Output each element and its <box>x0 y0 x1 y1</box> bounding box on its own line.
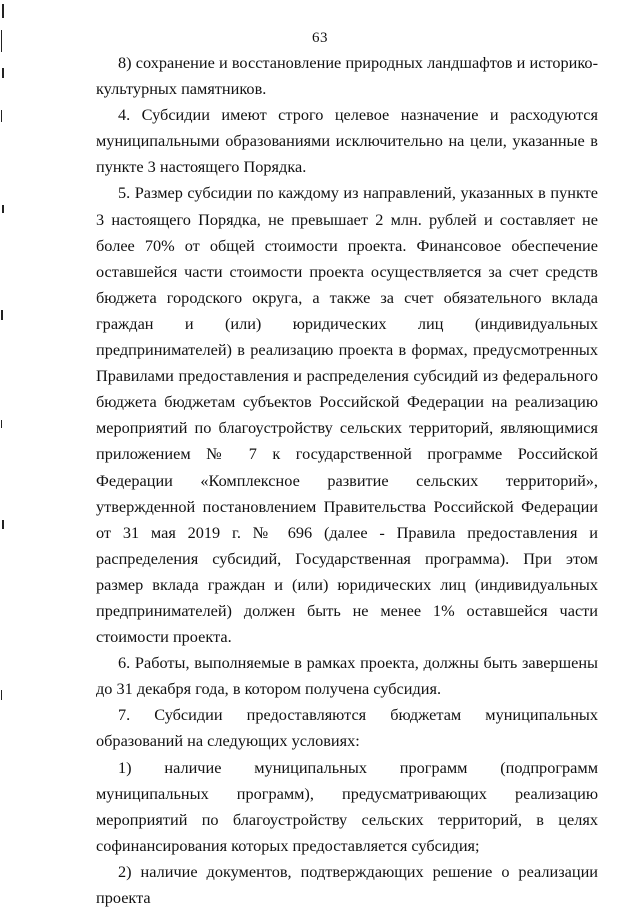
scan-margin-artifacts <box>0 0 14 905</box>
paragraph-clause-7: 7. Субсидии предоставляются бюджетам муниципальных образований на следующих условиях: <box>96 705 598 751</box>
paragraph-condition-2: 2) наличие документов, подтверждающих решение о реализации проекта <box>96 861 598 907</box>
paragraph-item-8: 8) сохранение и восстановление природных ландшафтов и историко-культурных памятников. <box>96 53 598 99</box>
paragraph-clause-5: 5. Размер субсидии по каждому из направлений, указанных в пункте 3 настоящего Порядка, не превышает 2 млн. рублей и составляет не более 70% от общей стоимости проекта. Финансовое обеспечение оставшейся части стоимости проекта осуществляется за счет средств бюджета городского округа, а также за счет обязательного вклада граждан и (или) юридических лиц (индивидуальных предпринимателей) в реализацию проекта в формах, предусмотренных Правилами предоставления и распределения субсидий из федерального бюджета бюджетам субъектов Российской Федерации на реализацию мероприятий по благоустройству сельских территорий, являющимися приложением № 7 к государственной программе Российской Федерации «Комплексное развитие сельских территорий», утвержденной постановлением Правительства Российской Федерации от 31 мая 2019 г. № 696 (далее - Правила предоставления и распределения субсидий, Государственная программа). При этом размер вклада граждан и (или) юридических лиц (индивидуальных предпринимателей) должен быть не менее 1% оставшейся части стоимости проекта. <box>96 183 598 647</box>
paragraph-clause-6: 6. Работы, выполняемые в рамках проекта, должны быть завершены до 31 декабря года, в котором получена субсидия. <box>96 653 598 699</box>
paragraph-condition-1: 1) наличие муниципальных программ (подпрограмм муниципальных программ), предусматривающих реализацию мероприятий по благоустройству сельских территорий, в целях софинансирования которых предоставляется субсидия; <box>96 757 598 855</box>
page-number: 63 <box>312 30 328 46</box>
document-body <box>96 50 598 911</box>
paragraph-clause-4: 4. Субсидии имеют строго целевое назначение и расходуются муниципальными образованиями исключительно на цели, указанные в пункте 3 настоящего Порядка. <box>96 105 598 177</box>
